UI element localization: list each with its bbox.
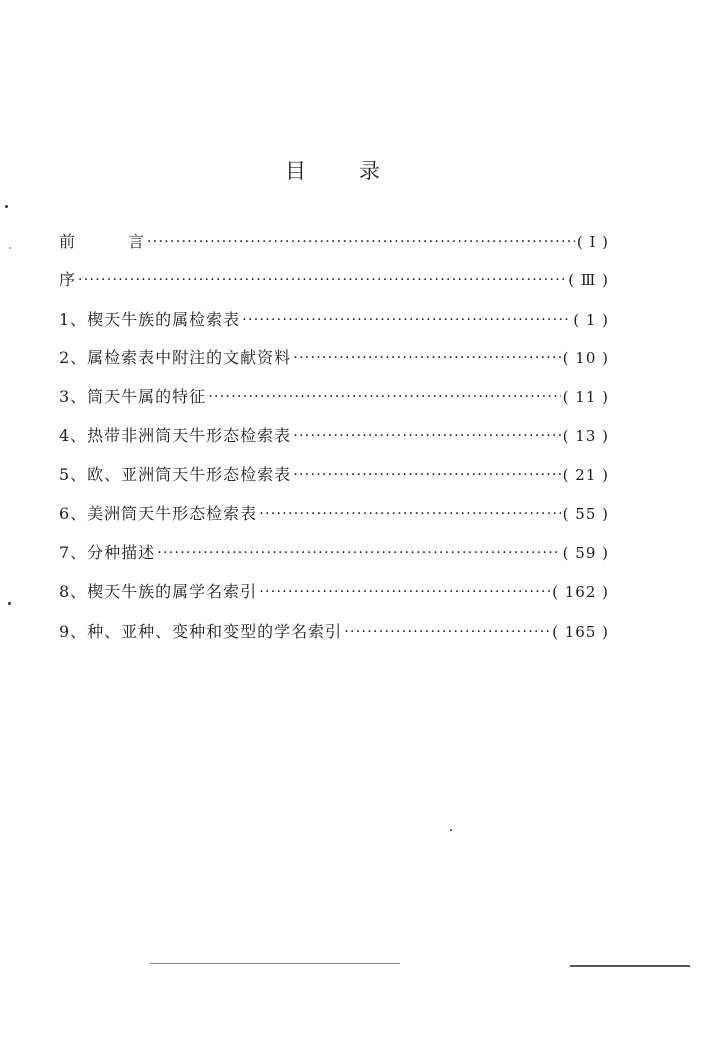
title-char-lu: 录 [359,159,380,183]
toc-leader-dots [242,308,571,332]
toc-entry-page: ( 165 ) [552,623,609,641]
toc-entry-page: ( 10 ) [562,349,609,367]
toc-entry-label: 2、属检索表中附注的文献资料 [59,348,292,367]
toc-entry-label: 前 言 [59,232,146,251]
toc-entry-1[interactable] [59,308,609,332]
toc-entry-2[interactable] [59,346,609,370]
toc-leader-dots [293,346,560,370]
scan-edge-line [570,965,690,967]
toc-entry-label: 1、楔天牛族的属检索表 [59,310,241,329]
toc-entry-label: 4、热带非洲筒天牛形态检索表 [59,426,292,445]
scan-speck [450,829,452,831]
toc-entry-page: ( 1 ) [573,311,609,329]
toc-leader-dots [293,424,560,448]
title-char-mu: 目 [285,159,306,183]
toc-leader-dots [147,230,575,254]
toc-entry-page: ( Ⅰ ) [576,233,609,251]
toc-leader-dots [344,620,550,644]
toc-entry-page: ( 13 ) [562,427,609,445]
toc-entry-page: ( 59 ) [562,544,609,562]
page-title [0,156,713,186]
toc-leader-dots [259,580,550,604]
toc-leader-dots [157,541,560,565]
scan-speck [9,247,11,249]
toc-leader-dots [208,385,560,409]
toc-entry-4[interactable] [59,424,609,448]
toc-entry-preface[interactable] [59,230,609,254]
toc-leader-dots [259,502,560,526]
toc-entry-page: ( 55 ) [562,505,609,523]
toc-entry-label: 序 [59,270,77,289]
toc-entry-9[interactable] [59,620,609,644]
toc-entry-label: 8、楔天牛族的属学名索引 [59,582,258,601]
toc-entry-label: 9、种、亚种、变种和变型的学名索引 [59,622,343,641]
toc-entry-page: ( Ⅲ ) [568,271,609,289]
toc-leader-dots [78,268,566,292]
toc-entry-5[interactable] [59,463,609,487]
toc-leader-dots [293,463,560,487]
toc-entry-8[interactable] [59,580,609,604]
scan-speck [8,602,11,605]
toc-entry-label: 6、美洲筒天牛形态检索表 [59,504,258,523]
toc-entry-3[interactable] [59,385,609,409]
toc-entry-label: 7、分种描述 [59,543,156,562]
toc-entry-label: 3、筒天牛属的特征 [59,387,207,406]
toc-entry-label: 5、欧、亚洲筒天牛形态检索表 [59,465,292,484]
toc-entry-6[interactable] [59,502,609,526]
toc-entry-foreword[interactable] [59,268,609,292]
scan-speck [5,205,8,208]
toc-entry-7[interactable] [59,541,609,565]
toc-entry-page: ( 11 ) [562,388,609,406]
toc-entry-page: ( 21 ) [562,466,609,484]
scan-edge-line [150,963,400,964]
toc-entry-page: ( 162 ) [552,583,609,601]
